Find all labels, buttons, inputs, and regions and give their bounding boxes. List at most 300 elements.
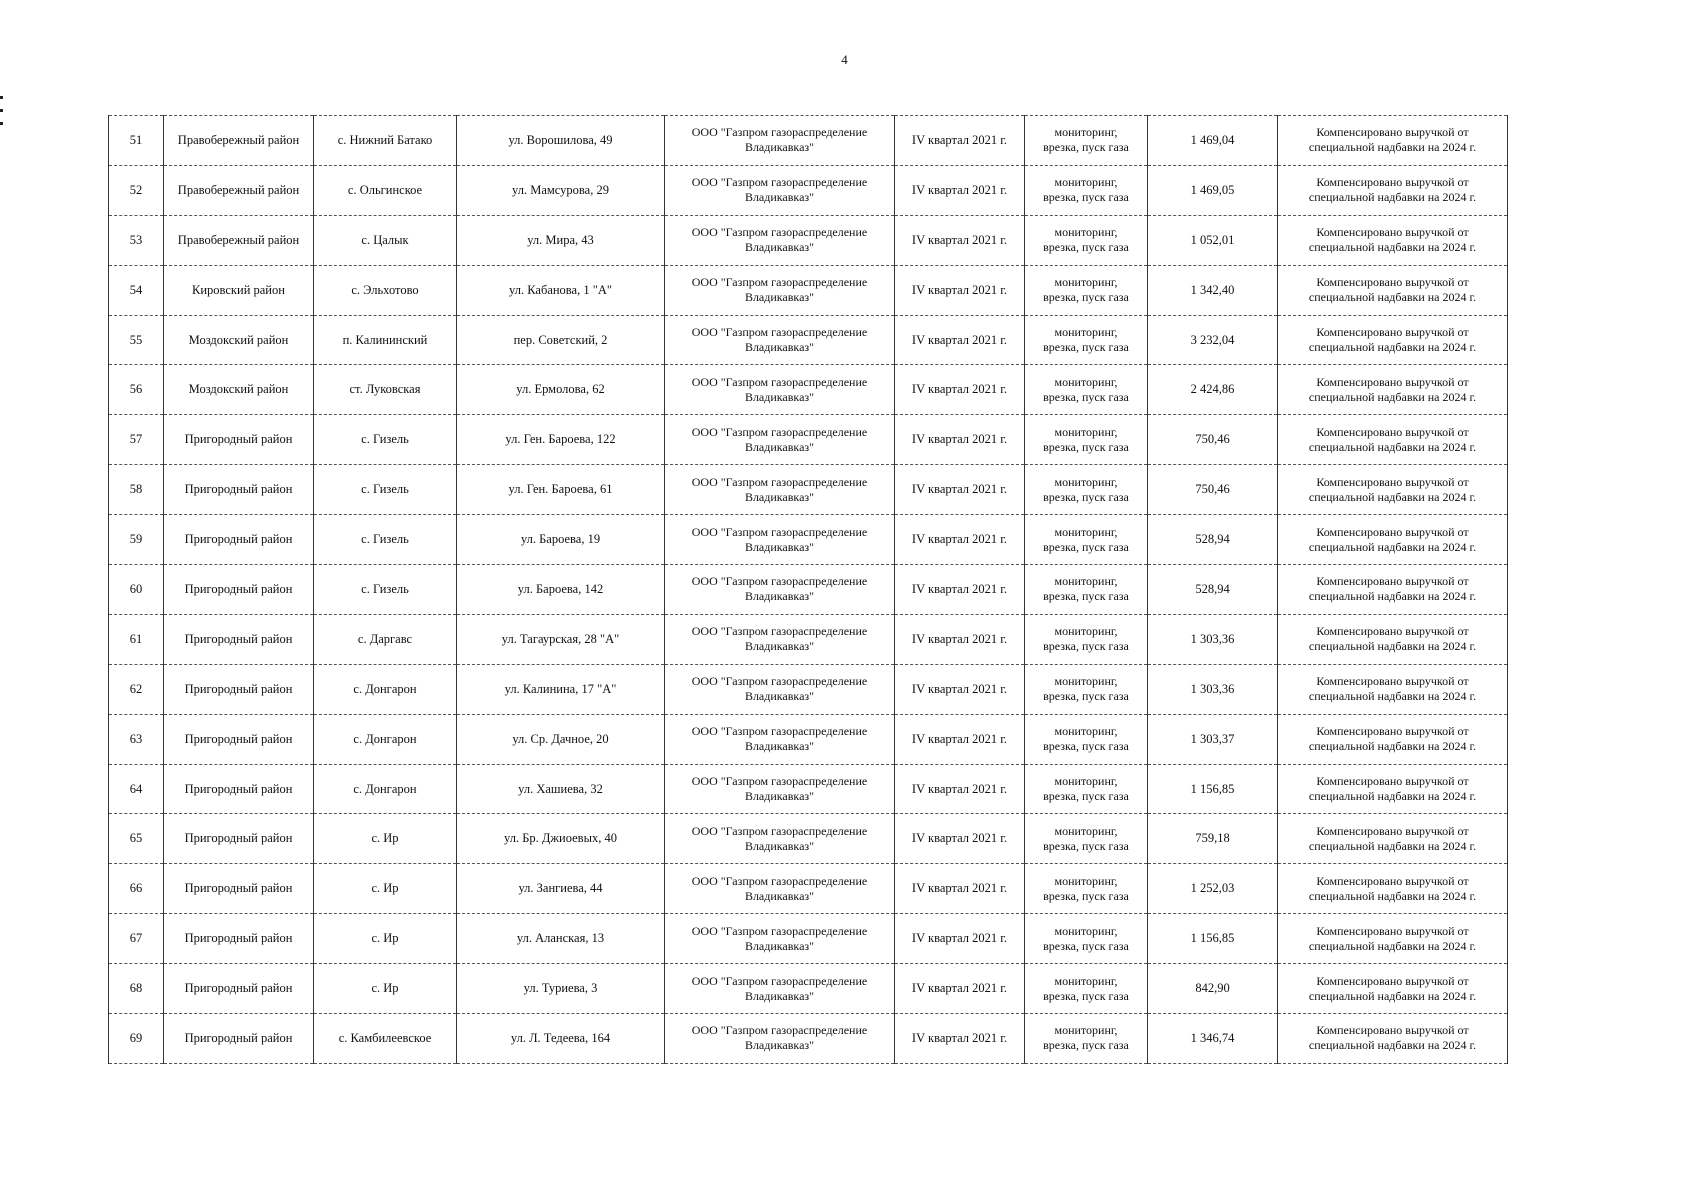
amount-cell: 1 342,40: [1148, 265, 1278, 315]
locality-cell: с. Гизель: [314, 565, 457, 615]
amount-cell: 1 469,05: [1148, 165, 1278, 215]
note-cell: [1278, 515, 1508, 565]
note-line: Компенсировано выручкой от: [1316, 873, 1469, 888]
organization-line: Владикавказ": [744, 190, 815, 205]
period-cell: IV квартал 2021 г.: [895, 664, 1025, 714]
district-cell: Пригородный район: [164, 864, 314, 914]
note-line: специальной надбавки на 2024 г.: [1308, 589, 1477, 604]
period-cell: IV квартал 2021 г.: [895, 864, 1025, 914]
organization-line: Владикавказ": [744, 290, 815, 305]
work-type-cell: [1025, 315, 1148, 365]
row-number-cell: 56: [109, 365, 164, 415]
row-number-cell: 62: [109, 664, 164, 714]
note-line: Компенсировано выручкой от: [1316, 674, 1469, 689]
period-cell: IV квартал 2021 г.: [895, 365, 1025, 415]
organization-line: ООО "Газпром газораспределение: [691, 574, 868, 589]
table-row: [109, 515, 1508, 565]
work-type-cell: [1025, 664, 1148, 714]
work-type-cell: [1025, 215, 1148, 265]
work-type-line: врезка, пуск газа: [1043, 938, 1129, 953]
locality-cell: с. Ир: [314, 864, 457, 914]
address-cell: ул. Зангиева, 44: [457, 864, 665, 914]
locality-cell: с. Ир: [314, 964, 457, 1014]
organization-line: Владикавказ": [744, 240, 815, 255]
work-type-line: врезка, пуск газа: [1043, 290, 1129, 305]
note-line: Компенсировано выручкой от: [1316, 225, 1469, 240]
table-row: [109, 565, 1508, 615]
organization-line: ООО "Газпром газораспределение: [691, 1023, 868, 1038]
work-type-line: врезка, пуск газа: [1043, 489, 1129, 504]
work-type-line: мониторинг,: [1054, 873, 1118, 888]
organization-line: ООО "Газпром газораспределение: [691, 225, 868, 240]
district-cell: Пригородный район: [164, 764, 314, 814]
organization-cell: [665, 415, 895, 465]
row-number-cell: 51: [109, 116, 164, 166]
work-type-line: врезка, пуск газа: [1043, 838, 1129, 853]
district-cell: Пригородный район: [164, 814, 314, 864]
row-number-cell: 63: [109, 714, 164, 764]
table-row: [109, 116, 1508, 166]
organization-cell: [665, 465, 895, 515]
organization-cell: [665, 664, 895, 714]
period-cell: IV квартал 2021 г.: [895, 914, 1025, 964]
organization-line: Владикавказ": [744, 739, 815, 754]
amount-cell: 1 303,36: [1148, 664, 1278, 714]
row-number-cell: 69: [109, 1014, 164, 1064]
note-line: специальной надбавки на 2024 г.: [1308, 988, 1477, 1003]
work-type-line: врезка, пуск газа: [1043, 240, 1129, 255]
locality-cell: с. Ольгинское: [314, 165, 457, 215]
address-cell: ул. Ген. Бароева, 61: [457, 465, 665, 515]
locality-cell: с. Донгарон: [314, 764, 457, 814]
organization-line: Владикавказ": [744, 539, 815, 554]
note-cell: [1278, 315, 1508, 365]
work-type-line: мониторинг,: [1054, 923, 1118, 938]
work-type-line: мониторинг,: [1054, 175, 1118, 190]
table-body: [109, 116, 1508, 1064]
work-type-line: врезка, пуск газа: [1043, 1038, 1129, 1053]
organization-line: Владикавказ": [744, 689, 815, 704]
district-cell: Правобережный район: [164, 215, 314, 265]
margin-scan-mark: [0, 96, 4, 156]
organization-cell: [665, 964, 895, 1014]
period-cell: IV квартал 2021 г.: [895, 614, 1025, 664]
note-line: специальной надбавки на 2024 г.: [1308, 489, 1477, 504]
work-type-cell: [1025, 265, 1148, 315]
locality-cell: с. Гизель: [314, 415, 457, 465]
note-line: специальной надбавки на 2024 г.: [1308, 140, 1477, 155]
note-cell: [1278, 964, 1508, 1014]
district-cell: Пригородный район: [164, 664, 314, 714]
work-type-line: мониторинг,: [1054, 275, 1118, 290]
work-type-line: врезка, пуск газа: [1043, 689, 1129, 704]
amount-cell: 528,94: [1148, 515, 1278, 565]
organization-line: ООО "Газпром газораспределение: [691, 424, 868, 439]
table-row: [109, 465, 1508, 515]
amount-cell: 1 252,03: [1148, 864, 1278, 914]
amount-cell: 759,18: [1148, 814, 1278, 864]
work-type-line: врезка, пуск газа: [1043, 739, 1129, 754]
note-line: Компенсировано выручкой от: [1316, 724, 1469, 739]
district-cell: Пригородный район: [164, 1014, 314, 1064]
period-cell: IV квартал 2021 г.: [895, 265, 1025, 315]
work-type-cell: [1025, 864, 1148, 914]
note-line: Компенсировано выручкой от: [1316, 923, 1469, 938]
district-cell: Пригородный район: [164, 565, 314, 615]
table-row: [109, 215, 1508, 265]
table-row: [109, 265, 1508, 315]
note-line: специальной надбавки на 2024 г.: [1308, 240, 1477, 255]
table-row: [109, 315, 1508, 365]
organization-line: ООО "Газпром газораспределение: [691, 823, 868, 838]
note-cell: [1278, 415, 1508, 465]
organization-cell: [665, 814, 895, 864]
note-cell: [1278, 365, 1508, 415]
amount-cell: 1 469,04: [1148, 116, 1278, 166]
work-type-line: врезка, пуск газа: [1043, 439, 1129, 454]
amount-cell: 1 303,37: [1148, 714, 1278, 764]
address-cell: ул. Бароева, 142: [457, 565, 665, 615]
address-cell: ул. Ген. Бароева, 122: [457, 415, 665, 465]
organization-line: Владикавказ": [744, 140, 815, 155]
locality-cell: с. Ир: [314, 814, 457, 864]
work-type-cell: [1025, 515, 1148, 565]
work-type-cell: [1025, 415, 1148, 465]
work-type-line: мониторинг,: [1054, 774, 1118, 789]
locality-cell: с. Донгарон: [314, 664, 457, 714]
organization-line: Владикавказ": [744, 938, 815, 953]
organization-line: Владикавказ": [744, 639, 815, 654]
row-number-cell: 66: [109, 864, 164, 914]
amount-cell: 3 232,04: [1148, 315, 1278, 365]
work-type-cell: [1025, 365, 1148, 415]
organization-cell: [665, 714, 895, 764]
organization-line: ООО "Газпром газораспределение: [691, 374, 868, 389]
organization-cell: [665, 165, 895, 215]
note-cell: [1278, 265, 1508, 315]
organization-line: ООО "Газпром газораспределение: [691, 524, 868, 539]
district-cell: Пригородный район: [164, 614, 314, 664]
locality-cell: с. Цалык: [314, 215, 457, 265]
locality-cell: с. Гизель: [314, 515, 457, 565]
organization-line: ООО "Газпром газораспределение: [691, 774, 868, 789]
organization-line: Владикавказ": [744, 439, 815, 454]
row-number-cell: 57: [109, 415, 164, 465]
organization-cell: [665, 116, 895, 166]
period-cell: IV квартал 2021 г.: [895, 116, 1025, 166]
address-cell: ул. Ворошилова, 49: [457, 116, 665, 166]
work-type-line: врезка, пуск газа: [1043, 190, 1129, 205]
note-line: Компенсировано выручкой от: [1316, 474, 1469, 489]
note-line: специальной надбавки на 2024 г.: [1308, 789, 1477, 804]
work-type-line: мониторинг,: [1054, 823, 1118, 838]
organization-line: ООО "Газпром газораспределение: [691, 125, 868, 140]
work-type-line: мониторинг,: [1054, 225, 1118, 240]
address-cell: ул. Ср. Дачное, 20: [457, 714, 665, 764]
organization-line: ООО "Газпром газораспределение: [691, 973, 868, 988]
work-type-line: мониторинг,: [1054, 574, 1118, 589]
work-type-line: мониторинг,: [1054, 1023, 1118, 1038]
work-type-line: врезка, пуск газа: [1043, 789, 1129, 804]
table-row: [109, 714, 1508, 764]
work-type-line: мониторинг,: [1054, 674, 1118, 689]
gasification-table-wrapper: [108, 115, 1507, 1064]
work-type-cell: [1025, 1014, 1148, 1064]
locality-cell: с. Нижний Батако: [314, 116, 457, 166]
note-line: Компенсировано выручкой от: [1316, 524, 1469, 539]
period-cell: IV квартал 2021 г.: [895, 565, 1025, 615]
locality-cell: с. Ир: [314, 914, 457, 964]
work-type-line: мониторинг,: [1054, 624, 1118, 639]
work-type-cell: [1025, 814, 1148, 864]
work-type-line: врезка, пуск газа: [1043, 988, 1129, 1003]
period-cell: IV квартал 2021 г.: [895, 764, 1025, 814]
organization-line: Владикавказ": [744, 789, 815, 804]
table-row: [109, 415, 1508, 465]
work-type-cell: [1025, 914, 1148, 964]
note-cell: [1278, 914, 1508, 964]
table-row: [109, 1014, 1508, 1064]
note-cell: [1278, 714, 1508, 764]
district-cell: Пригородный район: [164, 714, 314, 764]
locality-cell: с. Донгарон: [314, 714, 457, 764]
note-line: Компенсировано выручкой от: [1316, 325, 1469, 339]
page-number: 4: [841, 52, 848, 67]
address-cell: ул. Хашиева, 32: [457, 764, 665, 814]
organization-line: Владикавказ": [744, 838, 815, 853]
amount-cell: 2 424,86: [1148, 365, 1278, 415]
address-cell: ул. Аланская, 13: [457, 914, 665, 964]
work-type-cell: [1025, 714, 1148, 764]
locality-cell: ст. Луковская: [314, 365, 457, 415]
row-number-cell: 67: [109, 914, 164, 964]
address-cell: ул. Тагаурская, 28 "А": [457, 614, 665, 664]
note-line: Компенсировано выручкой от: [1316, 1023, 1469, 1038]
table-row: [109, 764, 1508, 814]
locality-cell: п. Калининский: [314, 315, 457, 365]
note-line: специальной надбавки на 2024 г.: [1308, 439, 1477, 454]
row-number-cell: 64: [109, 764, 164, 814]
note-line: специальной надбавки на 2024 г.: [1308, 838, 1477, 853]
district-cell: Кировский район: [164, 265, 314, 315]
district-cell: Правобережный район: [164, 165, 314, 215]
amount-cell: 842,90: [1148, 964, 1278, 1014]
district-cell: Пригородный район: [164, 515, 314, 565]
organization-cell: [665, 914, 895, 964]
note-line: специальной надбавки на 2024 г.: [1308, 1038, 1477, 1053]
amount-cell: 1 156,85: [1148, 914, 1278, 964]
amount-cell: 1 346,74: [1148, 1014, 1278, 1064]
note-cell: [1278, 116, 1508, 166]
district-cell: Пригородный район: [164, 964, 314, 1014]
district-cell: Правобережный район: [164, 116, 314, 166]
organization-line: Владикавказ": [744, 888, 815, 903]
row-number-cell: 61: [109, 614, 164, 664]
address-cell: ул. Ермолова, 62: [457, 365, 665, 415]
table-row: [109, 614, 1508, 664]
work-type-line: врезка, пуск газа: [1043, 140, 1129, 155]
organization-line: Владикавказ": [744, 489, 815, 504]
district-cell: Моздокский район: [164, 315, 314, 365]
organization-line: ООО "Газпром газораспределение: [691, 873, 868, 888]
period-cell: IV квартал 2021 г.: [895, 415, 1025, 465]
note-line: специальной надбавки на 2024 г.: [1308, 340, 1477, 354]
note-cell: [1278, 465, 1508, 515]
district-cell: Пригородный район: [164, 415, 314, 465]
note-line: Компенсировано выручкой от: [1316, 774, 1469, 789]
note-cell: [1278, 1014, 1508, 1064]
organization-cell: [665, 614, 895, 664]
note-cell: [1278, 764, 1508, 814]
work-type-line: мониторинг,: [1054, 125, 1118, 140]
note-line: Компенсировано выручкой от: [1316, 823, 1469, 838]
note-cell: [1278, 814, 1508, 864]
note-line: специальной надбавки на 2024 г.: [1308, 938, 1477, 953]
amount-cell: 750,46: [1148, 415, 1278, 465]
amount-cell: 1 052,01: [1148, 215, 1278, 265]
work-type-line: мониторинг,: [1054, 973, 1118, 988]
table-row: [109, 664, 1508, 714]
note-line: специальной надбавки на 2024 г.: [1308, 739, 1477, 754]
work-type-line: мониторинг,: [1054, 374, 1118, 389]
table-row: [109, 914, 1508, 964]
address-cell: пер. Советский, 2: [457, 315, 665, 365]
organization-line: Владикавказ": [744, 988, 815, 1003]
organization-cell: [665, 365, 895, 415]
note-cell: [1278, 864, 1508, 914]
locality-cell: с. Эльхотово: [314, 265, 457, 315]
organization-line: ООО "Газпром газораспределение: [691, 275, 868, 290]
note-line: специальной надбавки на 2024 г.: [1308, 639, 1477, 654]
organization-line: Владикавказ": [744, 340, 815, 354]
table-row: [109, 165, 1508, 215]
table-row: [109, 814, 1508, 864]
work-type-cell: [1025, 565, 1148, 615]
note-line: Компенсировано выручкой от: [1316, 125, 1469, 140]
work-type-line: врезка, пуск газа: [1043, 888, 1129, 903]
organization-cell: [665, 565, 895, 615]
gasification-table: [108, 115, 1508, 1064]
organization-line: ООО "Газпром газораспределение: [691, 724, 868, 739]
note-line: специальной надбавки на 2024 г.: [1308, 689, 1477, 704]
organization-cell: [665, 1014, 895, 1064]
amount-cell: 750,46: [1148, 465, 1278, 515]
work-type-cell: [1025, 964, 1148, 1014]
note-line: Компенсировано выручкой от: [1316, 624, 1469, 639]
locality-cell: с. Гизель: [314, 465, 457, 515]
organization-cell: [665, 864, 895, 914]
row-number-cell: 59: [109, 515, 164, 565]
period-cell: IV квартал 2021 г.: [895, 315, 1025, 365]
locality-cell: с. Камбилеевское: [314, 1014, 457, 1064]
address-cell: ул. Мира, 43: [457, 215, 665, 265]
row-number-cell: 60: [109, 565, 164, 615]
note-line: Компенсировано выручкой от: [1316, 973, 1469, 988]
organization-line: ООО "Газпром газораспределение: [691, 674, 868, 689]
row-number-cell: 58: [109, 465, 164, 515]
note-line: специальной надбавки на 2024 г.: [1308, 290, 1477, 305]
work-type-line: мониторинг,: [1054, 524, 1118, 539]
period-cell: IV квартал 2021 г.: [895, 964, 1025, 1014]
district-cell: Моздокский район: [164, 365, 314, 415]
period-cell: IV квартал 2021 г.: [895, 1014, 1025, 1064]
table-row: [109, 964, 1508, 1014]
work-type-line: мониторинг,: [1054, 424, 1118, 439]
district-cell: Пригородный район: [164, 914, 314, 964]
row-number-cell: 65: [109, 814, 164, 864]
organization-line: ООО "Газпром газораспределение: [691, 325, 868, 339]
note-line: специальной надбавки на 2024 г.: [1308, 389, 1477, 404]
period-cell: IV квартал 2021 г.: [895, 465, 1025, 515]
work-type-line: мониторинг,: [1054, 325, 1118, 339]
table-row: [109, 864, 1508, 914]
organization-line: Владикавказ": [744, 389, 815, 404]
note-cell: [1278, 664, 1508, 714]
note-cell: [1278, 565, 1508, 615]
address-cell: ул. Кабанова, 1 "А": [457, 265, 665, 315]
note-line: Компенсировано выручкой от: [1316, 424, 1469, 439]
organization-cell: [665, 515, 895, 565]
organization-line: Владикавказ": [744, 589, 815, 604]
note-line: специальной надбавки на 2024 г.: [1308, 190, 1477, 205]
address-cell: ул. Калинина, 17 "А": [457, 664, 665, 714]
work-type-line: мониторинг,: [1054, 474, 1118, 489]
row-number-cell: 55: [109, 315, 164, 365]
address-cell: ул. Бароева, 19: [457, 515, 665, 565]
work-type-cell: [1025, 764, 1148, 814]
organization-cell: [665, 215, 895, 265]
address-cell: ул. Л. Тедеева, 164: [457, 1014, 665, 1064]
address-cell: ул. Туриева, 3: [457, 964, 665, 1014]
row-number-cell: 53: [109, 215, 164, 265]
table-row: [109, 365, 1508, 415]
amount-cell: 1 156,85: [1148, 764, 1278, 814]
amount-cell: 528,94: [1148, 565, 1278, 615]
period-cell: IV квартал 2021 г.: [895, 814, 1025, 864]
organization-line: ООО "Газпром газораспределение: [691, 624, 868, 639]
note-line: Компенсировано выручкой от: [1316, 574, 1469, 589]
period-cell: IV квартал 2021 г.: [895, 215, 1025, 265]
organization-line: ООО "Газпром газораспределение: [691, 175, 868, 190]
row-number-cell: 52: [109, 165, 164, 215]
note-cell: [1278, 215, 1508, 265]
organization-line: ООО "Газпром газораспределение: [691, 923, 868, 938]
period-cell: IV квартал 2021 г.: [895, 714, 1025, 764]
organization-line: Владикавказ": [744, 1038, 815, 1053]
organization-cell: [665, 764, 895, 814]
work-type-cell: [1025, 465, 1148, 515]
work-type-line: врезка, пуск газа: [1043, 589, 1129, 604]
note-line: специальной надбавки на 2024 г.: [1308, 539, 1477, 554]
organization-line: ООО "Газпром газораспределение: [691, 474, 868, 489]
amount-cell: 1 303,36: [1148, 614, 1278, 664]
work-type-line: врезка, пуск газа: [1043, 539, 1129, 554]
note-line: Компенсировано выручкой от: [1316, 275, 1469, 290]
row-number-cell: 68: [109, 964, 164, 1014]
organization-cell: [665, 315, 895, 365]
address-cell: ул. Мамсурова, 29: [457, 165, 665, 215]
work-type-cell: [1025, 116, 1148, 166]
row-number-cell: 54: [109, 265, 164, 315]
work-type-line: мониторинг,: [1054, 724, 1118, 739]
district-cell: Пригородный район: [164, 465, 314, 515]
work-type-cell: [1025, 614, 1148, 664]
work-type-line: врезка, пуск газа: [1043, 639, 1129, 654]
note-line: Компенсировано выручкой от: [1316, 175, 1469, 190]
period-cell: IV квартал 2021 г.: [895, 165, 1025, 215]
locality-cell: с. Даргавс: [314, 614, 457, 664]
note-cell: [1278, 614, 1508, 664]
